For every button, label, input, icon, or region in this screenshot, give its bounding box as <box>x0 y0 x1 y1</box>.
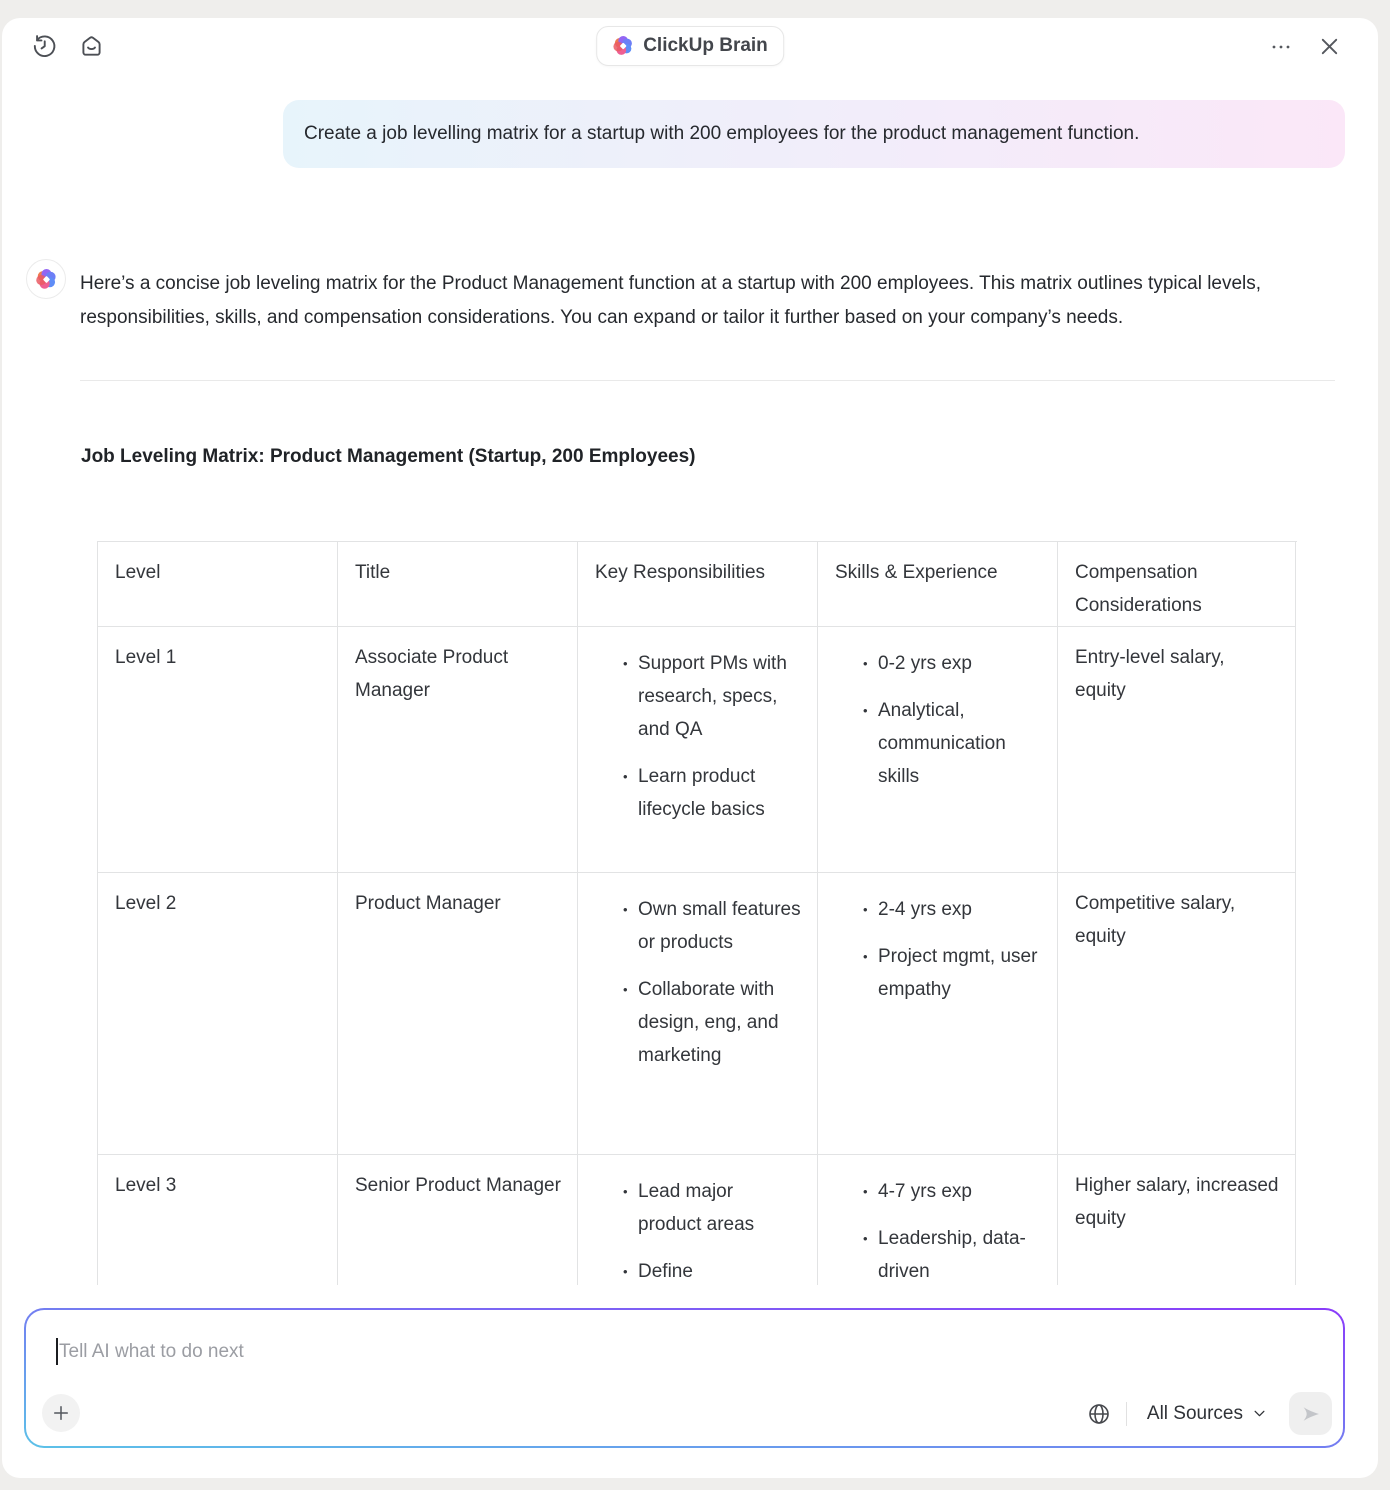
user-message-bubble <box>283 100 1345 168</box>
sources-label: All Sources <box>1146 1402 1243 1424</box>
plus-icon <box>51 1403 71 1423</box>
table-cell-skills <box>818 873 1058 1155</box>
globe-icon <box>1087 1402 1111 1426</box>
matrix-heading: Job Leveling Matrix: Product Management (Startup, 200 Employees) <box>81 446 696 467</box>
add-attachment-button[interactable] <box>42 1394 80 1432</box>
brain-title: ClickUp Brain <box>643 35 768 56</box>
table-cell-responsibilities <box>578 627 818 873</box>
sources-dropdown[interactable] <box>1141 1403 1273 1425</box>
ai-avatar <box>26 259 66 299</box>
ellipsis-icon <box>1269 35 1293 64</box>
table-cell-responsibilities <box>578 873 818 1155</box>
job-leveling-table <box>97 541 1297 1285</box>
col-header-title: Title <box>338 542 578 627</box>
close-icon <box>1318 35 1341 63</box>
table-cell-level: Level 1 <box>98 627 338 873</box>
table-cell-responsibilities <box>578 1155 818 1285</box>
bullet-item: • Define <box>623 1255 801 1285</box>
col-header-level: Level <box>98 542 338 627</box>
table-cell-level: Level 3 <box>98 1155 338 1285</box>
table-cell-title: Senior Product Manager <box>338 1155 578 1285</box>
composer-input[interactable] <box>56 1338 244 1365</box>
composer-divider <box>1126 1402 1127 1426</box>
col-header-compensation: Compensation Considerations <box>1058 542 1296 627</box>
clickup-brain-logo-icon <box>612 35 634 57</box>
text-caret <box>56 1338 58 1365</box>
brain-title-pill <box>596 26 784 66</box>
table-cell-title: Product Manager <box>338 873 578 1155</box>
bullet-item: • Lead major product areas <box>623 1175 801 1241</box>
table-cell-compensation: Higher salary, increased equity <box>1058 1155 1296 1285</box>
send-icon <box>1299 1402 1323 1426</box>
history-button[interactable] <box>29 33 59 63</box>
bullet-item: • Learn product lifecycle basics <box>623 760 801 826</box>
table-cell-compensation: Entry-level salary, equity <box>1058 627 1296 873</box>
bullet-item: • Support PMs with research, specs, and QA <box>623 647 801 746</box>
bullet-item: • 4-7 yrs exp <box>863 1175 1041 1208</box>
inbox-button[interactable] <box>76 33 106 63</box>
table-cell-skills <box>818 1155 1058 1285</box>
user-message-text: Create a job levelling matrix for a startup with 200 employees for the product management function. <box>304 123 1140 144</box>
web-search-button[interactable] <box>1084 1399 1114 1429</box>
close-button[interactable] <box>1314 34 1344 64</box>
bullet-item: • 0-2 yrs exp <box>863 647 1041 680</box>
col-header-skills: Skills & Experience <box>818 542 1058 627</box>
chevron-down-icon <box>1252 1406 1267 1421</box>
col-header-responsibilities: Key Responsibilities <box>578 542 818 627</box>
bullet-item: • Analytical, communication skills <box>863 694 1041 793</box>
table-cell-skills <box>818 627 1058 873</box>
table-cell-title: Associate Product Manager <box>338 627 578 873</box>
composer <box>24 1308 1345 1448</box>
bullet-item: • Leadership, data-driven <box>863 1222 1041 1285</box>
history-icon <box>31 32 58 64</box>
brain-panel <box>2 18 1378 1478</box>
ai-intro-text: Here’s a concise job leveling matrix for the Product Management function at a startup with 200 employees. This matrix outlines typical levels, responsibilities, skills, and compensation considerations. You can expand or tailor it further based on your company’s needs. <box>80 273 1262 328</box>
more-options-button[interactable] <box>1266 34 1296 64</box>
clickup-brain-avatar-icon <box>35 268 58 291</box>
table-cell-compensation: Competitive salary, equity <box>1058 873 1296 1155</box>
composer-placeholder: Tell AI what to do next <box>59 1340 244 1362</box>
table-cell-level: Level 2 <box>98 873 338 1155</box>
bullet-item: • Collaborate with design, eng, and marketing <box>623 973 801 1072</box>
inbox-smile-icon <box>78 32 105 64</box>
send-button[interactable] <box>1289 1392 1332 1435</box>
section-divider <box>80 380 1335 381</box>
bullet-item: • 2-4 yrs exp <box>863 893 1041 926</box>
bullet-item: • Own small features or products <box>623 893 801 959</box>
composer-inner <box>26 1310 1343 1446</box>
bullet-item: • Project mgmt, user empathy <box>863 940 1041 1006</box>
